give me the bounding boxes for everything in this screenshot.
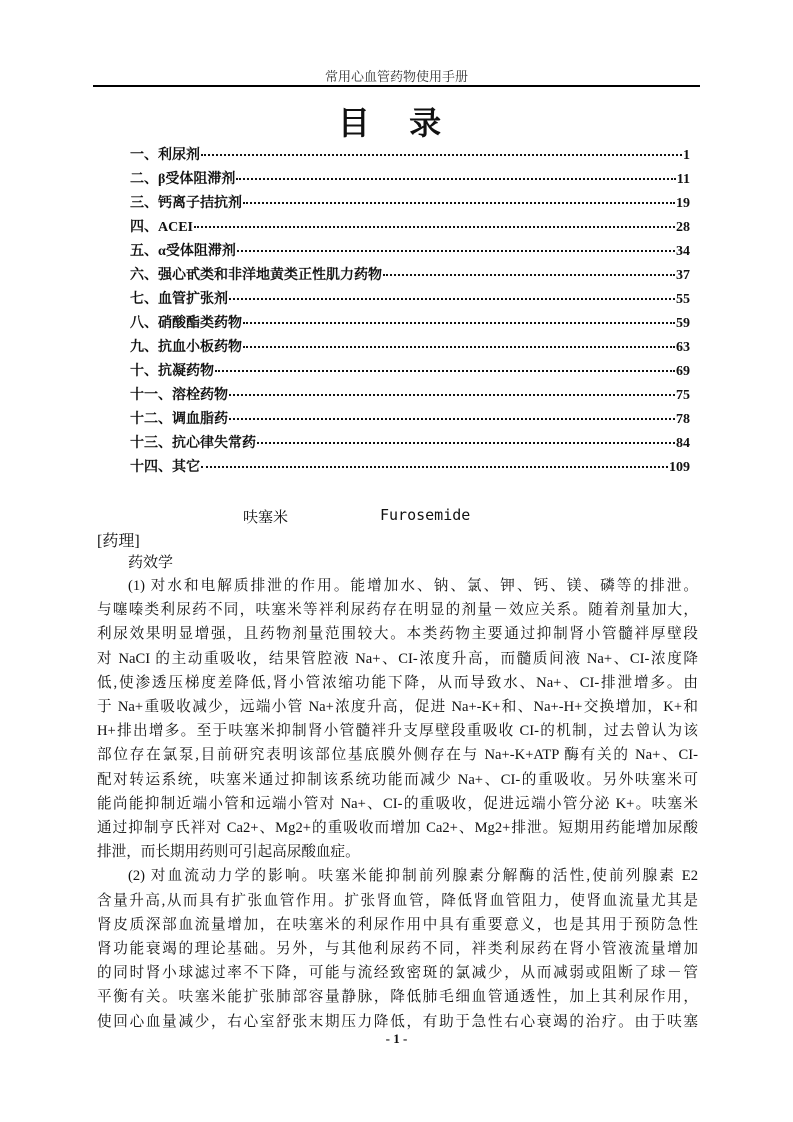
toc-leader-dots bbox=[243, 202, 675, 204]
toc-entry[interactable] bbox=[130, 288, 690, 312]
paragraph-line: 肾功能衰竭的理论基础。另外，与其他利尿药不同，袢类利尿药在肾小管液流量增加 bbox=[97, 941, 698, 957]
paragraph-line: H+排出增多。至于呋塞米抑制肾小管髓袢升支厚壁段重吸收 CI-的机制，过去曾认为该 bbox=[97, 723, 698, 740]
toc-entry-page: 37 bbox=[676, 268, 690, 283]
drug-name-cn: 呋塞米 bbox=[243, 508, 289, 526]
toc-entry-label: 十二、调血脂药 bbox=[130, 412, 228, 427]
toc-entry-label: 十四、其它 bbox=[130, 460, 200, 475]
toc-entry[interactable] bbox=[130, 144, 690, 168]
toc-leader-dots bbox=[194, 226, 675, 228]
paragraph-line: 肾皮质深部血流量增加，在呋塞米的利尿作用中具有重要意义，也是其用于预防急性 bbox=[97, 916, 698, 933]
subsection-heading: 药效学 bbox=[128, 555, 174, 571]
toc-entry-page: 19 bbox=[676, 196, 690, 211]
toc-entry-label: 九、抗血小板药物 bbox=[130, 340, 242, 355]
toc-entry-label: 十三、抗心律失常药 bbox=[130, 436, 256, 451]
toc-entry-page: 109 bbox=[669, 460, 690, 475]
toc-leader-dots bbox=[243, 346, 675, 348]
toc-entry-page: 63 bbox=[676, 340, 690, 355]
toc-entry-page: 11 bbox=[676, 172, 690, 187]
paragraph-line: 的同时肾小球滤过率不下降，可能与流经致密斑的氯减少，从而减弱或阻断了球－管 bbox=[97, 965, 698, 982]
toc-leader-dots bbox=[229, 298, 675, 300]
paragraph-line: 排泄，而长期用药则可引起高尿酸血症。 bbox=[97, 844, 360, 861]
paragraph-line: 平衡有关。呋塞米能扩张肺部容量静脉，降低肺毛细血管通透性，加上其利尿作用， bbox=[97, 989, 698, 1006]
toc-entry[interactable] bbox=[130, 264, 690, 288]
paragraph-line: (1) 对水和电解质排泄的作用。能增加水、钠、氯、钾、钙、镁、磷等的排泄。 bbox=[128, 578, 698, 594]
toc-entry-label: 七、血管扩张剂 bbox=[130, 292, 228, 307]
header-rule bbox=[93, 85, 700, 87]
running-header: 常用心血管药物使用手册 bbox=[324, 69, 468, 84]
toc-entry[interactable] bbox=[130, 336, 690, 360]
toc-leader-dots bbox=[243, 322, 675, 324]
paragraph-line: 通过抑制亨氏袢对 Ca2+、Mg2+的重吸收而增加 Ca2+、Mg2+排泄。短期用药能增加尿酸 bbox=[97, 820, 698, 836]
toc-leader-dots bbox=[383, 274, 675, 276]
paragraph-line: 含量升高,从而具有扩张血管作用。扩张肾血管，降低肾血管阻力，使肾血流量尤其是 bbox=[97, 892, 698, 909]
paragraph-line: 与噻嗪类利尿药不同，呋塞米等袢利尿药存在明显的剂量－效应关系。随着剂量加大， bbox=[97, 602, 698, 619]
toc-entry[interactable] bbox=[130, 432, 690, 456]
drug-name-en: Furosemide bbox=[380, 506, 471, 524]
paragraph-line: 利尿效果明显增强，且药物剂量范围较大。本类药物主要通过抑制肾小管髓袢厚壁段 bbox=[97, 626, 698, 643]
toc-leader-dots bbox=[236, 178, 675, 180]
toc-leader-dots bbox=[257, 442, 675, 444]
toc-entry-page: 69 bbox=[676, 364, 690, 379]
toc-entry-page: 34 bbox=[676, 244, 690, 259]
toc-entry-page: 59 bbox=[676, 316, 690, 331]
toc-entry-page: 28 bbox=[676, 220, 690, 235]
toc-entry-label: 一、利尿剂 bbox=[130, 148, 200, 163]
toc-entry-label: 八、硝酸酯类药物 bbox=[130, 316, 242, 331]
toc-entry-label: 四、ACEI bbox=[130, 220, 194, 235]
toc-leader-dots bbox=[229, 418, 675, 420]
toc-entry-label: 二、β受体阻滞剂 bbox=[130, 172, 236, 187]
section-heading: [药理] bbox=[97, 533, 140, 550]
toc-entry[interactable] bbox=[130, 168, 690, 192]
toc-entry[interactable] bbox=[130, 360, 690, 384]
table-of-contents bbox=[130, 144, 690, 480]
toc-entry-page: 84 bbox=[676, 436, 690, 451]
toc-leader-dots bbox=[229, 394, 675, 396]
toc-entry-label: 十一、溶栓药物 bbox=[130, 388, 228, 403]
toc-entry-label: 十、抗凝药物 bbox=[130, 364, 214, 379]
toc-entry[interactable] bbox=[130, 192, 690, 216]
toc-leader-dots bbox=[201, 154, 682, 156]
toc-entry[interactable] bbox=[130, 384, 690, 408]
toc-entry[interactable] bbox=[130, 456, 690, 480]
toc-leader-dots bbox=[201, 466, 668, 468]
paragraph-line: 低,使渗透压梯度差降低,肾小管浓缩功能下降，从而导致水、Na+、CI-排泄增多。由 bbox=[97, 674, 698, 691]
toc-entry[interactable] bbox=[130, 312, 690, 336]
toc-entry-page: 78 bbox=[676, 412, 690, 427]
page-number: - 1 - bbox=[385, 1031, 408, 1046]
toc-entry-page: 1 bbox=[683, 148, 690, 163]
paragraph-line: (2) 对血流动力学的影响。呋塞米能抑制前列腺素分解酶的活性,使前列腺素 E2 bbox=[128, 868, 698, 885]
toc-entry[interactable] bbox=[130, 408, 690, 432]
toc-entry-label: 三、钙离子拮抗剂 bbox=[130, 196, 242, 211]
toc-entry-label: 六、强心甙类和非洋地黄类正性肌力药物 bbox=[130, 268, 382, 283]
paragraph-line: 能尚能抑制近端小管和远端小管对 Na+、CI-的重吸收，促进远端小管分泌 K+。呋塞米 bbox=[97, 795, 698, 812]
toc-leader-dots bbox=[237, 250, 675, 252]
paragraph-line: 配对转运系统，呋塞米通过抑制该系统功能而减少 Na+、CI-的重吸收。另外呋塞米可 bbox=[97, 771, 698, 788]
paragraph-line: 部位存在氯泵,目前研究表明该部位基底膜外侧存在与 Na+-K+ATP 酶有关的 Na+、CI- bbox=[97, 747, 698, 764]
toc-title: 目 录 bbox=[337, 104, 456, 142]
toc-entry-page: 75 bbox=[676, 388, 690, 403]
toc-entry-page: 55 bbox=[676, 292, 690, 307]
toc-entry-label: 五、α受体阻滞剂 bbox=[130, 244, 236, 259]
paragraph-line: 于 Na+重吸收减少，远端小管 Na+浓度升高，促进 Na+-K+和、Na+-H+交换增加，K+和 bbox=[97, 699, 698, 715]
paragraph-line: 对 NaCI 的主动重吸收，结果管腔液 Na+、CI-浓度升高，而髓质间液 Na+、CI-浓度降 bbox=[97, 650, 698, 667]
paragraph-line: 使回心血量减少，右心室舒张末期压力降低，有助于急性右心衰竭的治疗。由于呋塞 bbox=[97, 1013, 698, 1030]
toc-entry[interactable] bbox=[130, 216, 690, 240]
toc-leader-dots bbox=[215, 370, 675, 372]
toc-entry[interactable] bbox=[130, 240, 690, 264]
